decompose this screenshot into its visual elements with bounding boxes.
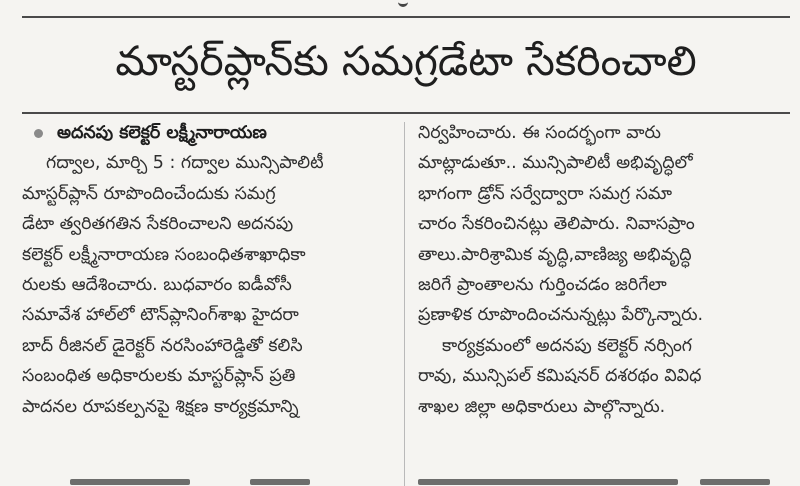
byline [22,118,394,148]
column-divider [404,122,405,486]
right-line: మాట్లాడుతూ.. మున్సిపాలిటీ అభివృద్ధిలో [418,153,693,174]
right-line: శాఖల జిల్లా అధికారులు పాల్గొన్నారు. [418,396,666,417]
byline-text: అదనపు కలెక్టర్ లక్ష్మీనారాయణ [57,123,267,143]
left-line: బాద్ రీజినల్ డైరెక్టర్ నరసింహారెడ్డితో కలిసి [22,335,303,356]
right-line: నిర్వహించారు. ఈ సందర్భంగా వారు [418,123,661,143]
cut-off-text-fragment [700,479,770,485]
right-line: చారం సేకరించినట్లు తెలిపారు. నివాసప్రాం [418,214,695,235]
top-rule [22,16,790,18]
left-line: కలెక్టర్ లక్ష్మీనారాయణ సంబంధితశాఖాధికా [22,244,306,265]
headline-box [22,20,790,114]
cut-off-text-fragment [70,479,190,485]
right-line: భాగంగా డ్రోన్ సర్వేద్వారా సమగ్ర సమా [418,183,673,204]
bullet-dot-icon [34,129,43,138]
top-cut-off-glyph [398,0,408,7]
left-line: డేటా త్వరితగతిన సేకరించాలని అదనపు [22,214,294,235]
left-line: సంబంధిత అధికారులకు మాస్టర్‌ప్లాన్ ప్రతి [22,366,296,387]
right-line: జరిగే ప్రాంతాలను గుర్తించడం జరిగేలా [418,274,667,295]
bottom-cut-off-text [0,474,800,486]
headline: మాస్టర్‌ప్లాన్‌కు సమగ్రడేటా సేకరించాలి [115,37,697,85]
right-line: ప్రణాళిక రూపొందించనున్నట్లు పేర్కొన్నారు. [418,305,704,326]
left-line: పాదనల రూపకల్పనపై శిక్షణ కార్యక్రమాన్ని [22,396,299,417]
left-column [22,118,394,422]
left-line: రులకు ఆదేశించారు. బుధవారం ఐడీవోసీ [22,274,292,295]
cut-off-text-fragment [418,479,678,485]
right-line: తాలు.పారిశ్రామిక వృద్ధి,వాణిజ్య అభివృద్ధి [418,244,692,265]
right-line: రావు, మున్సిపల్ కమిషనర్ దశరథం వివిధ [418,366,702,387]
cut-off-text-fragment [250,479,310,485]
right-line: కార్యక్రమంలో అదనపు కలెక్టర్ నర్సింగ [442,335,693,356]
right-column [418,118,788,422]
left-line: మాస్టర్‌ప్లాన్ రూపొందించేందుకు సమగ్ర [22,183,276,204]
left-line: సమావేశ హాల్‌లో టౌన్‌ప్లానింగ్‌శాఖ హైదరా [22,305,299,326]
left-line: గద్వాల, మార్చి 5 : గద్వాల మున్సిపాలిటీ [46,153,324,174]
